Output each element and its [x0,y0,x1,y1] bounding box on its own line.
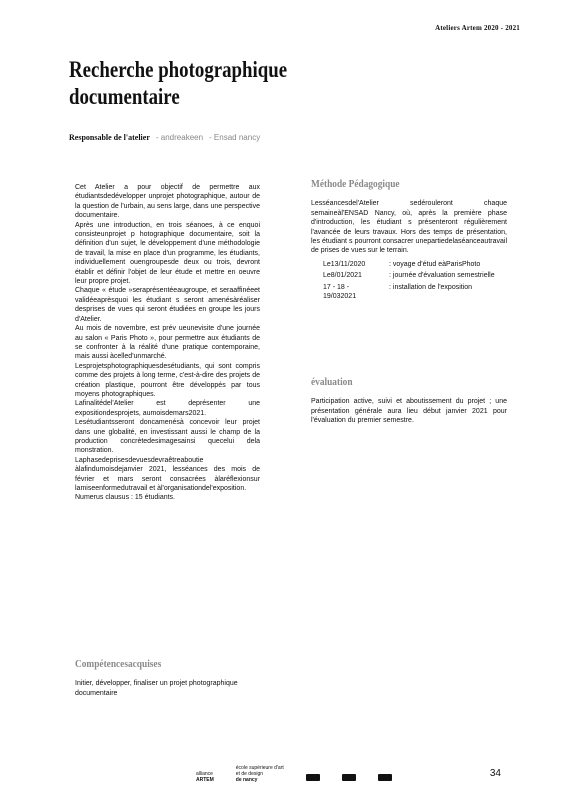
methode-section [311,180,507,303]
responsable-school: - Ensad nancy [209,133,261,142]
paragraph: Chaque « étude »seraprésentéeaugroupe, et seraaffinéeet validéeaprèsquoi les étudiant s seront amenésàréaliser desprises de vues qui seront étudiées en groupe les jours d'Atelier. [75,287,260,323]
responsable-line [69,133,260,142]
bullet-icon [311,283,317,302]
partner-logo [342,774,356,783]
page-title [69,56,315,110]
paragraph: Lesétudiantsseront doncamenésà concevoir leur projet dans une globalité, en investissant aussi le champ de la production concrètedesimagesainsi quecelui dela monstration. [75,419,260,455]
competences-section [75,660,275,698]
partner-logos [196,765,392,783]
schedule-event: : voyage d'étud eàParisPhoto [389,260,481,268]
schedule-date: 17 - 18 - 19/032021 [323,283,357,301]
partner-logo [306,774,320,783]
bullet-icon [311,271,317,280]
schedule-date: Le13/11/2020 [323,260,366,268]
competences-title: Compétencesacquises [75,658,162,670]
partner-logo [378,774,392,783]
evaluation-text: Participation active, suivi et aboutissement du projet ; une présentation générale aura lieu début janvier 2021 pour l'évaluation du premier semestre. [311,398,507,425]
paragraph: Numerus clausus : 15 étudiants. [75,494,175,502]
schedule-date: Le8/01/2021 [323,272,362,280]
list-item [311,260,507,269]
running-header: Ateliers Artem 2020 - 2021 [435,24,520,32]
competences-text: Initier, développer, finaliser un projet photographique documentaire [75,680,238,697]
logo-mark-icon [306,774,320,781]
page-number: 34 [489,768,501,779]
methode-text: Lesséancesdel'Atelier sedérouleront chaque semaineàl'ENSAD Nancy, où, après la première phase d'introduction, les étudiant s présenteront régulièrement l'avancée de leurs travaux. Hors des temps de présentation, les étudiant s pourront consacrer unepartiedelaséanceautravail de prises de vues sur le terrain. [311,200,507,255]
methode-title: Méthode Pédagogique [311,178,400,190]
title-line-2: documentaire [69,84,180,109]
logo-mark-icon [378,774,392,781]
schedule-list [311,260,507,302]
description-column [75,183,260,503]
evaluation-section [311,378,507,426]
paragraph: Lafinalitédel'Atelier est deprésenter une expositiondesprojets, aumoisdemars2021. [75,400,260,417]
paragraph: Laphasedeprisesdevuesdevraêtreaboutie àlafindumoisdejanvier 2021, lesséances des mois de février et mars seront consacrées àlaréflexionsur lamiseenformedutravail et àl'organisationdel'exposition. [75,456,260,492]
list-item [311,283,507,302]
logo-mark-icon [342,774,356,781]
paragraph: Au mois de novembre, est prév ueunevisite d'une journée au salon « Paris Photo », pour permettre aux étudiants de se confronter à la réalité d'une pratique contemporaine, mais aussi àcelled'unmarché. [75,325,260,361]
list-item [311,271,507,280]
paragraph: Après une introduction, en trois séanoes, à ce enquoi consisteunprojet p hotographique documentaire, soit la définition d'un sujet, le développement d'une méthodologie de travail, la mise en place d'un programme, les étudiants, individuellement ouengroupesde deux ou trois, devront établir et définir l'objet de leur étude et mettre en oeuvre leur propre projet. [75,221,260,286]
responsable-name: - andreakeen [155,133,204,142]
responsable-label: Responsable de l'atelier [69,133,150,142]
evaluation-title: évaluation [311,376,353,388]
alliance-artem-logo: alliance ARTEM [196,771,214,783]
ensad-nancy-logo: école supérieure d'art et de design de nancy [235,765,284,783]
schedule-event: : journée d'évaluation semestrielle [389,272,495,280]
paragraph: Lesprojetsphotographiquesdesétudiants, qui sont compris comme des projets à long terme, c'est-à-dire des projets de création plastique, pourront être développés par tous moyens photographiques. [75,362,260,398]
schedule-event: : installation de l'exposition [389,283,473,291]
title-line-1: Recherche photographique [69,57,288,82]
paragraph: Cet Atelier a pour objectif de permettre aux étudiantsdedévelopper unprojet photographique, autour de la question de l'urbain, au sens large, dans une perspective documentaire. [75,184,260,220]
bullet-icon [311,260,317,269]
